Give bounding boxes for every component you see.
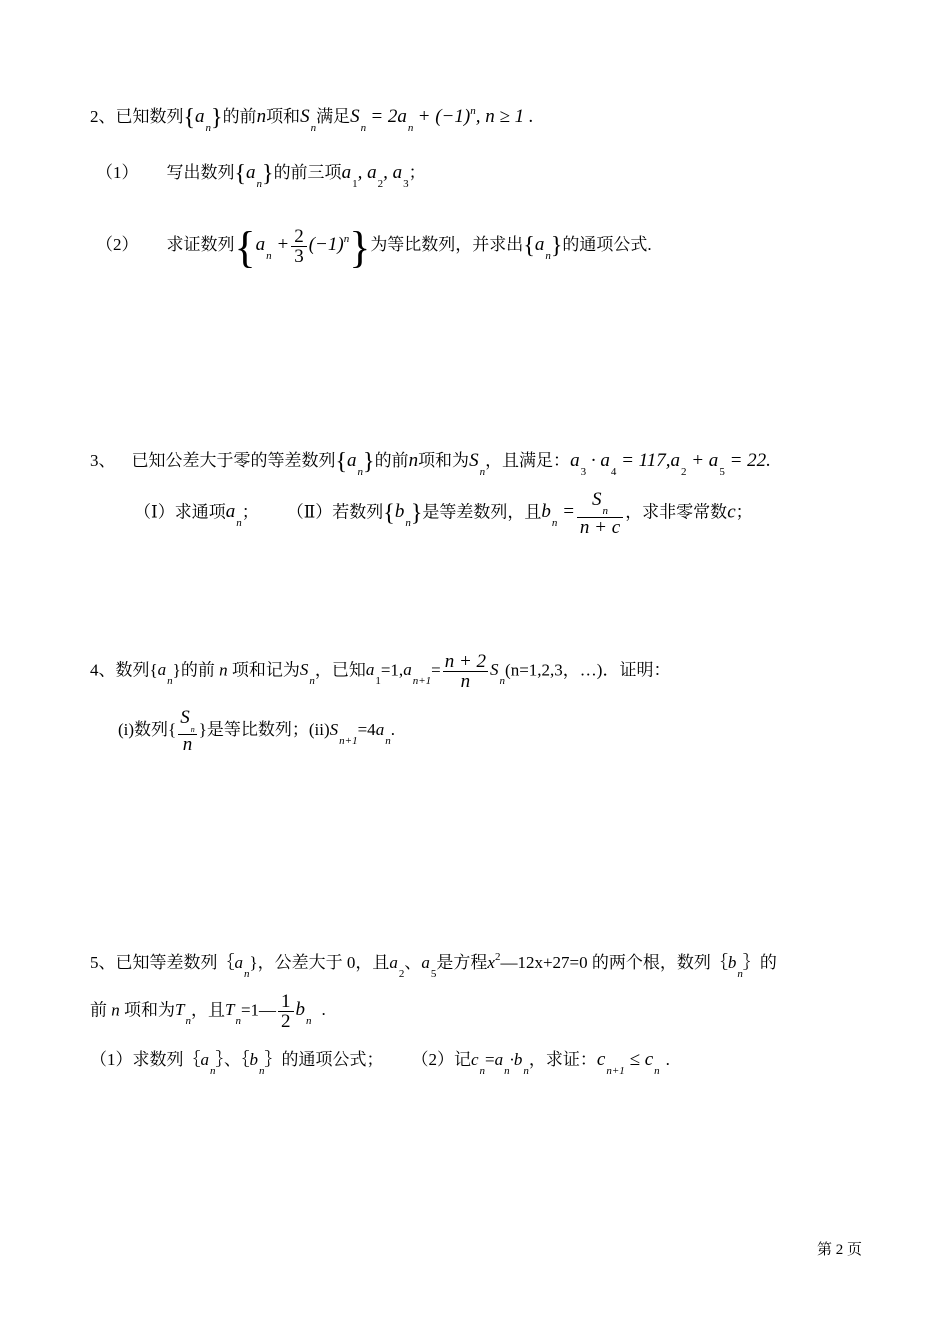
problem-3-questions: （Ⅰ）求通项$a_n$； （Ⅱ）若数列$\{b_n\}$是等差数列，且$b_n$ = $\frac{S_n}{n + c}$ ，求非零常数c； <box>134 489 753 538</box>
problem-4-questions: (i)数列{ $\frac{S_n}{n}$ }是等比数列；$(ii)S_{n+1}=4a_n$. <box>118 707 395 755</box>
problem-2-question-1: （1） 写出数列$\{a_n\}$的前三项$a_1$, $a_2$, $a_3$； <box>96 161 426 190</box>
problem-4-statement: 4、数列$\{a_n\}$的前 n 项和记为$S_n$，已知$a_1=1,a_{n+1}=$ $\frac{n + 2}{n}$ $S_n(n=1,2,3$，…)．证明： <box>90 651 671 692</box>
problem-2-label: 2、已知数列 <box>90 107 184 126</box>
problem-5-statement-line-2: 前 n 项和为$T_n$，且$T_n=1—$ $\frac{1}{2}$ $b_n$. <box>90 991 326 1032</box>
page-number: 第 2 页 <box>816 1242 862 1258</box>
problem-2-statement: 2、已知数列$\{a_n\}$的前n项和$S_n$满足$S_n = 2a_n + (-1)^n$, n ≥ 1 . <box>90 105 534 134</box>
problem-4-label: 4、数列 <box>90 660 150 680</box>
problem-5-questions: （1）求数列$\{a_n\}$、$\{b_n\}$的通项公式； （2）记$c_n=a_n\cdot b_n$，求证：$c_{n+1} \le c_n$. <box>90 1049 670 1077</box>
problem-5-statement: 5、已知等差数列$\{a_n$}，公差大于 0，且$a_2$、$a_5$是方程$x^2—12x+27=0$ 的两个根，数列$\{b_n\}$的 <box>90 951 777 980</box>
problem-5-label: 5、已知等差数列｛ <box>90 953 235 972</box>
problem-2-question-2: （2） 求证数列{$a_n$ + $\frac{2}{3}$ $(-1)^n$}为等比数列，并求出$\{a_n\}$的通项公式. <box>96 223 652 272</box>
problem-3-label: 3、 <box>90 451 116 470</box>
problem-3-statement: 3、 已知公差大于零的等差数列$\{a_n\}$的前n项和为$S_n$，且满足：$a_3 \cdot a_4 = 117,a_2 + a_5 = 22$. <box>90 449 771 478</box>
